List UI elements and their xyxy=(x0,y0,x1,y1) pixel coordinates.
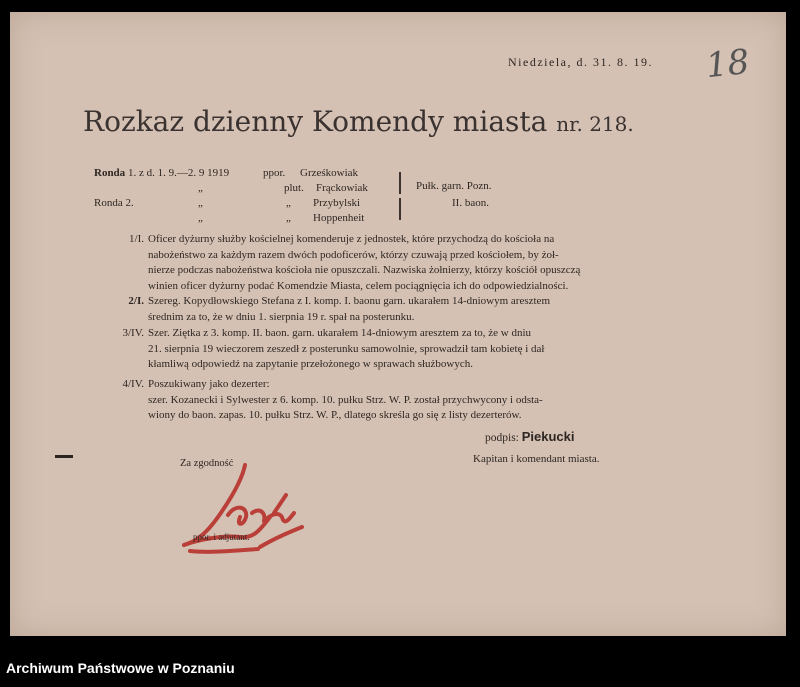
title-main: Rozkaz dzienny Komendy miasta xyxy=(83,105,548,138)
brace-divider-2 xyxy=(399,198,401,220)
ronda-label: Ronda xyxy=(94,167,126,179)
ronda-ditto-4b: „ xyxy=(286,212,291,224)
archive-footer: Archiwum Państwowe w Poznaniu xyxy=(6,660,235,676)
ronda-ditto-2: „ xyxy=(198,182,203,194)
ronda-name-1: Grześkowiak xyxy=(300,167,359,179)
entry-line: kłamliwą odpowiedź na zapytanie przełożonego w sprawach służbowych. xyxy=(148,358,473,370)
entry-line: średnim za to, że w dniu 1. sierpnia 19 r. spał na posterunku. xyxy=(148,310,415,323)
attestation-role: ppor. i adjutant. xyxy=(193,532,250,542)
brace-divider-1 xyxy=(399,172,401,194)
ronda-ditto-3b: „ xyxy=(286,197,291,209)
ronda-ditto-4: „ xyxy=(198,212,203,224)
ronda-row-1 xyxy=(94,167,229,179)
ronda-rank-1: ppor. xyxy=(263,167,286,179)
entry-line: wiony do baon. zapas. 10. pułku Strz. W. P., dlatego skreśla go się z listy dezerterów. xyxy=(148,409,522,421)
entry-number: 2/I. xyxy=(128,295,144,307)
attestation-label: Za zgodność xyxy=(180,458,234,469)
ronda-label-2: Ronda 2. xyxy=(94,197,134,209)
ink-mark xyxy=(55,455,73,458)
ronda-dates: 1. z d. 1. 9.—2. 9 1919 xyxy=(127,167,230,179)
entry-line: szer. Kozanecki i Sylwester z 6. komp. 10. pułku Strz. W. P. został przychwycony i odsta- xyxy=(148,393,543,406)
title-number: nr. 218. xyxy=(556,112,634,136)
entry-line: winien oficer dyżurny podać Komendzie Miasta, celem pociągnięcia ich do odpowiedzialności. xyxy=(148,279,569,292)
entry-number: 3/IV. xyxy=(122,327,144,339)
entry-number: 4/IV. xyxy=(122,378,144,390)
signature-line xyxy=(485,429,575,444)
unit-label-2: II. baon. xyxy=(452,197,489,209)
page-number: 18 xyxy=(704,41,752,87)
signature-title: Kapitan i komendant miasta. xyxy=(473,453,600,465)
entry-line: Oficer dyżurny służby kościelnej komenderuje z jednostek, które przychodzą do kościoła na xyxy=(148,233,555,245)
entry-line: nabożeństwo za każdym razem dwóch podoficerów, którzy czuwają przed kościołem, by żoł- xyxy=(148,248,559,261)
entry-line: Szer. Ziętka z 3. komp. II. baon. garn. ukarałem 14-dniowym aresztem za to, że w dniu xyxy=(148,327,532,339)
unit-label-1: Pułk. garn. Pozn. xyxy=(416,180,492,192)
entry-line: Szereg. Kopydłowskiego Stefana z I. komp. I. baonu garn. ukarałem 14-dniowym aresztem xyxy=(148,295,550,307)
signature-label: podpis: xyxy=(485,432,519,444)
entry-number: 1/I. xyxy=(129,233,144,245)
ronda-name-3: Przybylski xyxy=(313,197,361,209)
document-date: Niedziela, d. 31. 8. 19. xyxy=(508,55,653,69)
ronda-name-2: Frąckowiak xyxy=(316,182,368,194)
signature-name: Piekucki xyxy=(521,429,575,444)
entry-line: nierze podczas nabożeństwa kościoła nie opuszczali. Nazwiska żołnierzy, którzy kościół opuszczą xyxy=(148,264,581,276)
entry-line: Poszukiwany jako dezerter: xyxy=(148,378,270,390)
ronda-rank-2: plut. xyxy=(284,182,304,194)
ronda-ditto-3: „ xyxy=(198,197,203,209)
entry-line: 21. sierpnia 19 wieczorem zeszedł z posterunku samowolnie, sprowadził tam kobietę i dał xyxy=(148,342,545,355)
document-title xyxy=(83,105,634,138)
ronda-name-4: Hoppenheit xyxy=(313,212,365,224)
handwritten-signature xyxy=(170,455,320,565)
